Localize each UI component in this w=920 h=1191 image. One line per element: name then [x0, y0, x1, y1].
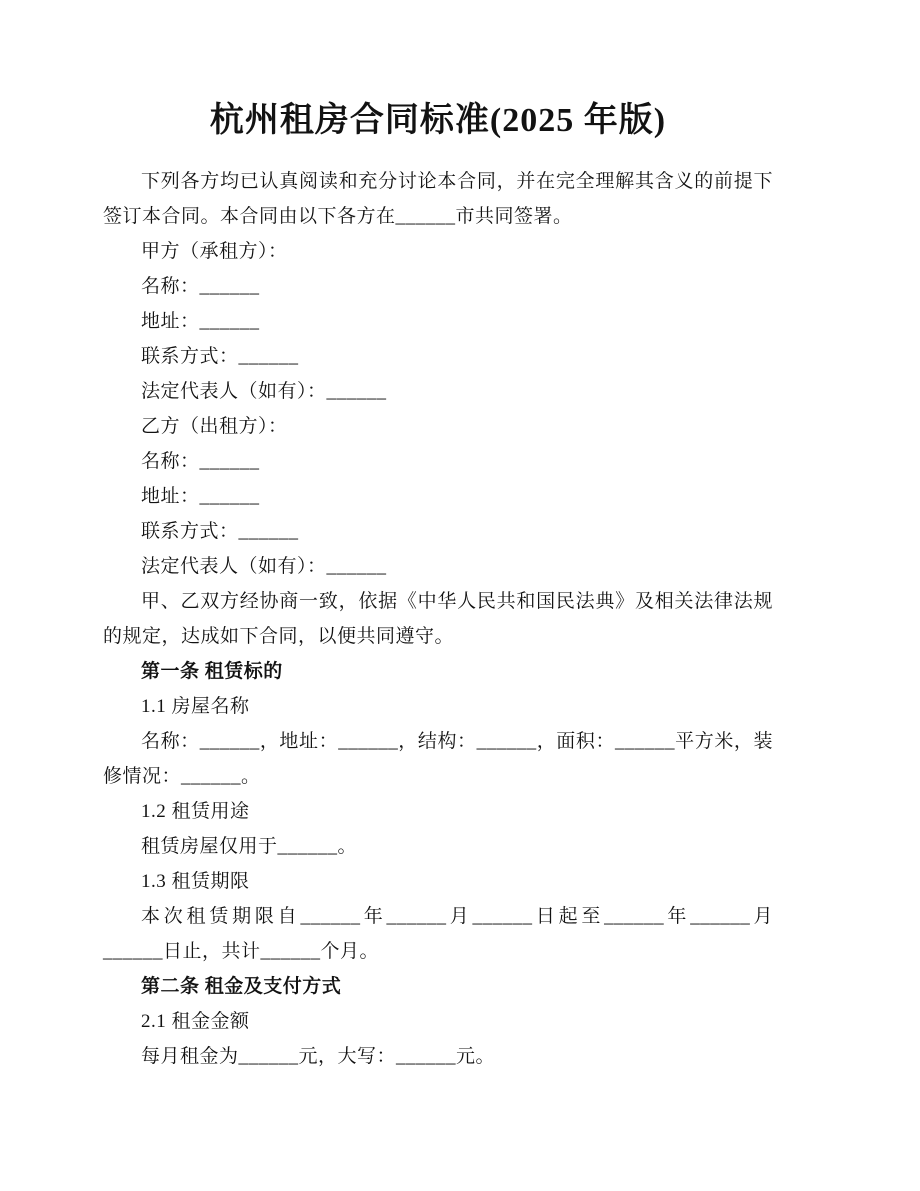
- party-b-address-blank: 地址：______: [141, 486, 260, 507]
- clause-2-1-title: 2.1 租金金额: [141, 1011, 250, 1032]
- clause-1-2-content: 租赁房屋仅用于______。: [141, 836, 358, 857]
- clause-1-1-content: 名称：______，地址：______，结构：______，面积：______平方米，装修情况：______。: [103, 731, 773, 787]
- party-a-name-blank: 名称：______: [141, 276, 260, 297]
- party-b-contact-blank: 联系方式：______: [141, 521, 299, 542]
- clause-1-1-title: 1.1 房屋名称: [141, 696, 250, 717]
- party-a-representative-blank: 法定代表人（如有）：______: [141, 381, 387, 402]
- contract-title: 杭州租房合同标准(2025 年版): [209, 102, 667, 139]
- article-2-heading: 第二条 租金及支付方式: [141, 976, 342, 997]
- clause-2-1-content: 每月租金为______元，大写：______元。: [141, 1046, 496, 1067]
- party-b-label: 乙方（出租方）：: [141, 416, 288, 437]
- party-b-name-blank: 名称：______: [141, 451, 260, 472]
- party-a-address-blank: 地址：______: [141, 311, 260, 332]
- agreement-basis-paragraph: 甲、乙双方经协商一致，依据《中华人民共和国民法典》及相关法律法规的规定，达成如下合同，以便共同遵守。: [103, 591, 773, 647]
- intro-paragraph: 下列各方均已认真阅读和充分讨论本合同，并在完全理解其含义的前提下签订本合同。本合同由以下各方在______市共同签署。: [103, 171, 773, 227]
- party-a-contact-blank: 联系方式：______: [141, 346, 299, 367]
- party-b-representative-blank: 法定代表人（如有）：______: [141, 556, 387, 577]
- party-a-label: 甲方（承租方）：: [141, 241, 288, 262]
- clause-1-2-title: 1.2 租赁用途: [141, 801, 250, 822]
- article-1-heading: 第一条 租赁标的: [141, 661, 283, 682]
- clause-1-3-content: 本次租赁期限自______年______月______日起至______年______月______日止，共计______个月。: [103, 906, 773, 962]
- clause-1-3-title: 1.3 租赁期限: [141, 871, 250, 892]
